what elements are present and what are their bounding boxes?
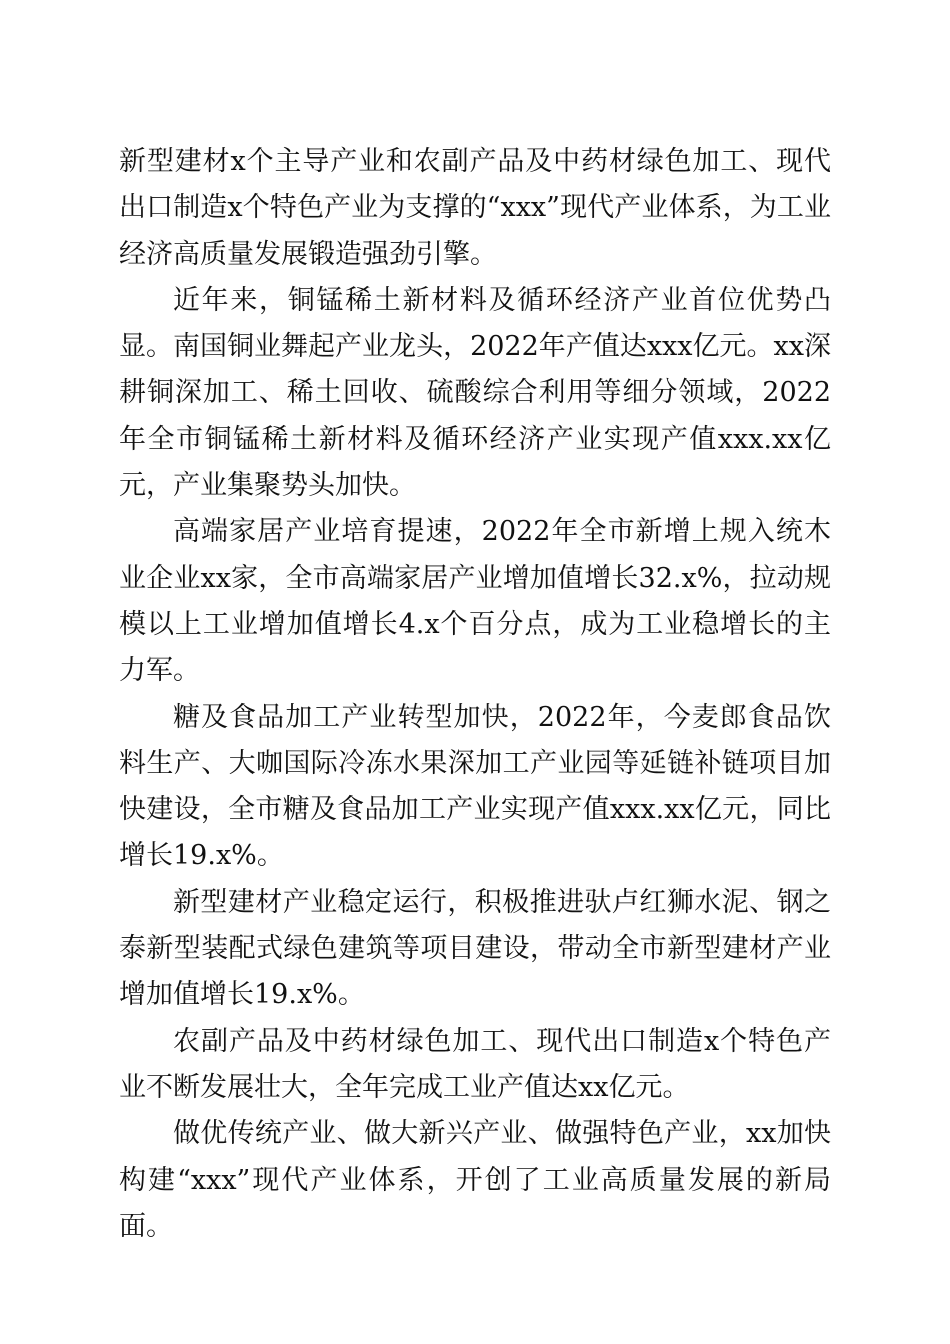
paragraph-sugar-food-industry: 糖及食品加工产业转型加快，2022年，今麦郎食品饮料生产、大咖国际冷冻水果深加工产业园等延链补链项目加快建设，全市糖及食品加工产业实现产值xxx.xx亿元，同比增长19.x%。 [119, 701, 831, 872]
paragraph-continued: 新型建材x个主导产业和农副产品及中药材绿色加工、现代出口制造x个特色产业为支撑的“xxx”现代产业体系，为工业经济高质量发展锻造强劲引擎。 [119, 146, 831, 270]
paragraph-specialty-industries: 农副产品及中药材绿色加工、现代出口制造x个特色产业不断发展壮大，全年完成工业产值达xx亿元。 [119, 1025, 831, 1103]
paragraph-building-materials-industry: 新型建材产业稳定运行，积极推进驮卢红狮水泥、钢之泰新型装配式绿色建筑等项目建设，带动全市新型建材产业增加值增长19.x%。 [119, 886, 831, 1011]
document-body [119, 139, 831, 1250]
paragraph-copper-manganese-industry: 近年来，铜锰稀土新材料及循环经济产业首位优势凸显。南国铜业舞起产业龙头，2022年产值达xxx亿元。xx深耕铜深加工、稀土回收、硫酸综合利用等细分领域，2022年全市铜锰稀土新材料及循环经济产业实现产值xxx.xx亿元，产业集聚势头加快。 [119, 284, 831, 502]
paragraph-conclusion: 做优传统产业、做大新兴产业、做强特色产业，xx加快构建“xxx”现代产业体系，开创了工业高质量发展的新局面。 [119, 1118, 831, 1242]
paragraph-home-furnishing-industry: 高端家居产业培育提速，2022年全市新增上规入统木业企业xx家，全市高端家居产业增加值增长32.x%，拉动规模以上工业增加值增长4.x个百分点，成为工业稳增长的主力军。 [119, 516, 831, 687]
